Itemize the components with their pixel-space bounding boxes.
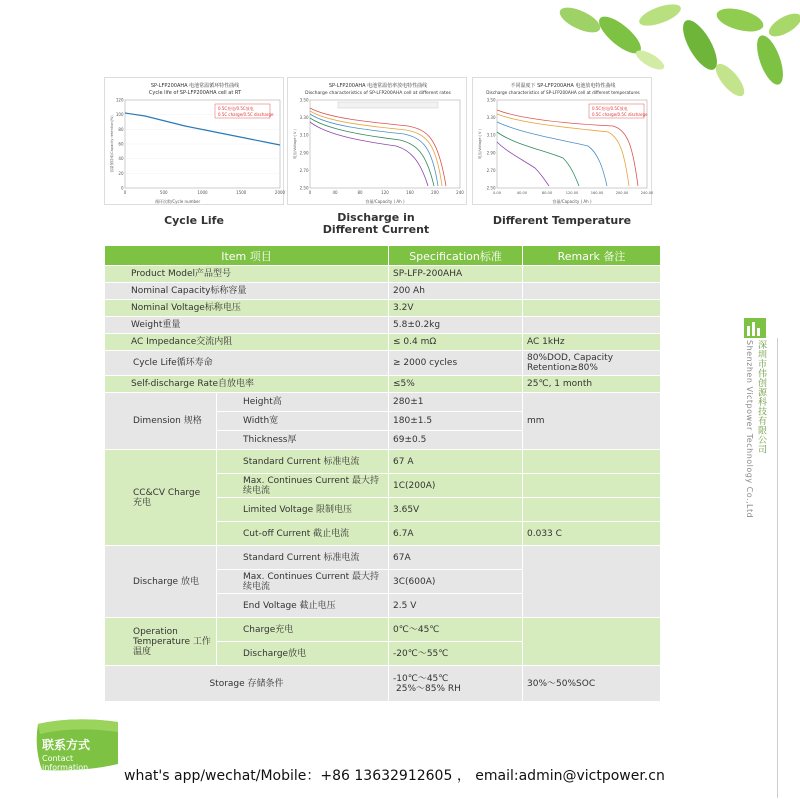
row-remark: 80%DOD, Capacity Retention≥80% <box>523 351 661 376</box>
tick-label: 3.10 <box>299 132 309 138</box>
row-remark: 30%～50%SOC <box>523 666 661 702</box>
row-spec: 200 Ah <box>389 283 523 300</box>
chart-ylabel: 电压/Voltage ( V ) <box>478 129 482 159</box>
row-label: AC Impedance交流内阻 <box>105 334 389 351</box>
spec-table <box>104 245 661 702</box>
group-label: CC&CV Charge 充电 <box>105 450 217 546</box>
group-label: Discharge 放电 <box>105 546 217 618</box>
contact-info: what's app/wechat/Mobile：+86 13632912605 ， email:admin@victpower.cn <box>124 768 665 784</box>
row-remark <box>523 283 661 300</box>
table-row <box>105 351 661 376</box>
row-spec: ≤ 0.4 mΩ <box>389 334 523 351</box>
row-spec: 2.5 V <box>389 594 523 618</box>
row-remark <box>523 546 661 618</box>
table-row <box>105 317 661 334</box>
row-label: Width宽 <box>217 412 389 431</box>
row-spec: 3.2V <box>389 300 523 317</box>
row-remark: AC 1kHz <box>523 334 661 351</box>
row-spec: SP-LFP-200AHA <box>389 266 523 283</box>
tick-label: 40 <box>118 156 124 162</box>
row-spec: 69±0.5 <box>389 431 523 450</box>
chart-title-en: Cycle life of SP-LFP200AHA cell at RT <box>148 90 242 96</box>
table-row <box>105 666 661 702</box>
row-spec: ≥ 2000 cycles <box>389 351 523 376</box>
chart-ylabel: 容量保持率/Capacity retention(%) <box>110 115 114 173</box>
tick-label: 0 <box>120 185 124 191</box>
row-remark <box>523 618 661 666</box>
company-name-en: Shenzhen Victpower Technology Co.,Ltd <box>745 340 754 519</box>
tick-label: 2.70 <box>299 167 309 173</box>
row-spec: 67 A <box>389 450 523 474</box>
tick-label: 40.00 <box>516 191 528 195</box>
tick-label: 2.70 <box>486 167 496 173</box>
tick-label: 2.90 <box>486 150 496 156</box>
tick-label: 2.50 <box>486 185 496 191</box>
tick-label: 2.50 <box>299 185 309 191</box>
row-label: Self-discharge Rate自放电率 <box>105 376 389 393</box>
tick-label: 500 <box>159 190 168 195</box>
table-row <box>105 450 661 474</box>
tick-label: 80 <box>118 126 124 132</box>
company-name <box>744 340 766 518</box>
row-label: Discharge放电 <box>217 642 389 666</box>
row-label: Height高 <box>217 393 389 412</box>
chart-legend: 0.5C charge/0.5C discharge <box>218 112 274 117</box>
tick-label: 80 <box>357 190 363 195</box>
row-label: Cycle Life循环寿命 <box>105 351 389 376</box>
table-row <box>105 618 661 642</box>
row-remark <box>523 474 661 498</box>
row-remark <box>523 266 661 283</box>
tick-label: 240 <box>456 190 464 195</box>
tick-label: 60 <box>118 141 124 147</box>
tick-label: 3.30 <box>486 115 496 121</box>
row-label: Cut-off Current 截止电流 <box>217 522 389 546</box>
table-row <box>105 546 661 570</box>
table-row <box>105 266 661 283</box>
row-label: Thickness厚 <box>217 431 389 450</box>
tick-label: 120 <box>381 190 389 195</box>
tick-label: 1500 <box>236 190 247 195</box>
group-label: Operation Temperature 工作温度 <box>105 618 217 666</box>
chart-discharge-rates <box>287 77 467 205</box>
chart-xlabel: 循环次数/Cycle number <box>155 199 201 204</box>
tick-label: 200 <box>431 190 439 195</box>
tick-label: 160 <box>406 190 414 195</box>
chart-xlabel: 容量/Capacity ( Ah ) <box>552 199 592 204</box>
row-spec: 67A <box>389 546 523 570</box>
table-row <box>105 283 661 300</box>
tick-label: 3.10 <box>486 132 496 138</box>
header-remark: Remark 备注 <box>523 246 661 266</box>
row-spec: 3C(600A) <box>389 570 523 594</box>
tick-label: 200.00 <box>615 191 629 195</box>
row-label: Charge充电 <box>217 618 389 642</box>
tick-label: 20 <box>118 170 124 176</box>
tick-label: 2.90 <box>299 150 309 156</box>
chart-xlabel: 容量/Capacity ( Ah ) <box>365 199 405 204</box>
chart-legend: 0.5C charge/0.5C discharge <box>592 112 648 117</box>
header-spec: Specification标准 <box>389 246 523 266</box>
row-label: Limited Voltage 限制电压 <box>217 498 389 522</box>
row-label: End Voltage 截止电压 <box>217 594 389 618</box>
row-spec: 6.7A <box>389 522 523 546</box>
company-name-cn: 深圳市伟创源科技有限公司 <box>756 340 766 454</box>
chart-title-en: Discharge characteristics of SP-LFP200AHA cell at different rates <box>305 91 451 96</box>
row-spec <box>389 666 523 702</box>
row-remark: mm <box>523 393 661 450</box>
chart-ylabel: 电压/Voltage ( V ) <box>293 129 297 159</box>
row-spec: 5.8±0.2kg <box>389 317 523 334</box>
row-spec: 1C(200A) <box>389 474 523 498</box>
row-spec: 3.65V <box>389 498 523 522</box>
row-remark <box>523 317 661 334</box>
row-spec: 0℃～45℃ <box>389 618 523 642</box>
chart-legend: 0.5C充电/0.5C放电 <box>592 106 628 111</box>
row-label: Storage 存储条件 <box>105 666 389 702</box>
tick-label: 2000 <box>274 190 285 195</box>
tick-label: 0 <box>123 190 127 195</box>
contact-badge-en: Contact information <box>42 754 89 772</box>
row-label: Nominal Voltage标称电压 <box>105 300 389 317</box>
row-label: Standard Current 标准电流 <box>217 450 389 474</box>
chart-temperature <box>472 77 652 205</box>
row-spec: 280±1 <box>389 393 523 412</box>
tick-label: 3.50 <box>486 97 496 103</box>
table-header <box>105 246 661 266</box>
tick-label: 1000 <box>197 190 208 195</box>
group-label: Dimension 规格 <box>105 393 217 450</box>
tick-label: 0 <box>308 190 312 195</box>
chart-cycle-life <box>104 77 284 205</box>
row-remark <box>523 498 661 522</box>
row-label: Weight重量 <box>105 317 389 334</box>
contact-badge-cn: 联系方式 <box>42 738 91 752</box>
storage-humidity: 25%～85% RH <box>396 683 461 694</box>
chart-title-cn: SP-LFP200AHA 电池常温循环特性曲线 <box>150 83 240 89</box>
row-label: Nominal Capacity标称容量 <box>105 283 389 300</box>
chart-title-cn: 不同温度下 SP-LFP200AHA 电池放电特性曲线 <box>510 83 616 89</box>
table-row <box>105 376 661 393</box>
table-row <box>105 393 661 412</box>
row-label: Max. Continues Current 最大持续电流 <box>217 474 389 498</box>
chart-caption: Different Temperature <box>492 214 632 227</box>
tick-label: 80.00 <box>541 191 553 195</box>
row-remark: 25℃, 1 month <box>523 376 661 393</box>
tick-label: 3.50 <box>299 97 309 103</box>
row-label: Standard Current 标准电流 <box>217 546 389 570</box>
row-label: Max. Continues Current 最大持续电流 <box>217 570 389 594</box>
table-row <box>105 300 661 317</box>
row-spec: ≤5% <box>389 376 523 393</box>
divider <box>777 338 778 798</box>
tick-label: 40 <box>332 190 338 195</box>
company-logo-icon <box>744 318 766 338</box>
tick-label: 0.00 <box>492 191 502 195</box>
tick-label: 3.30 <box>299 115 309 121</box>
contact-badge <box>34 718 120 774</box>
row-remark: 0.033 C <box>523 522 661 546</box>
chart-legend: 0.5C充电/0.5C放电 <box>218 106 254 111</box>
row-spec: -20℃～55℃ <box>389 642 523 666</box>
row-label: Product Model产品型号 <box>105 266 389 283</box>
row-remark <box>523 450 661 474</box>
chart-caption: Cycle Life <box>164 214 224 227</box>
row-spec: 180±1.5 <box>389 412 523 431</box>
tick-label: 160.00 <box>590 191 604 195</box>
header-item: Item 项目 <box>105 246 389 266</box>
chart-title-cn: SP-LFP200AHA 电池常温倍率放电特性曲线 <box>328 83 428 89</box>
chart-caption: Discharge in Different Current <box>322 211 430 236</box>
tick-label: 240.00 <box>640 191 653 195</box>
row-remark <box>523 300 661 317</box>
table-row <box>105 334 661 351</box>
tick-label: 120 <box>115 97 124 103</box>
tick-label: 120.00 <box>565 191 579 195</box>
chart-title-en: Discharge characteristics of SP-LFP200AHA cell at different temperatures <box>486 90 640 95</box>
storage-temp: -10℃～45℃ <box>393 673 449 684</box>
tick-label: 100 <box>115 112 124 118</box>
